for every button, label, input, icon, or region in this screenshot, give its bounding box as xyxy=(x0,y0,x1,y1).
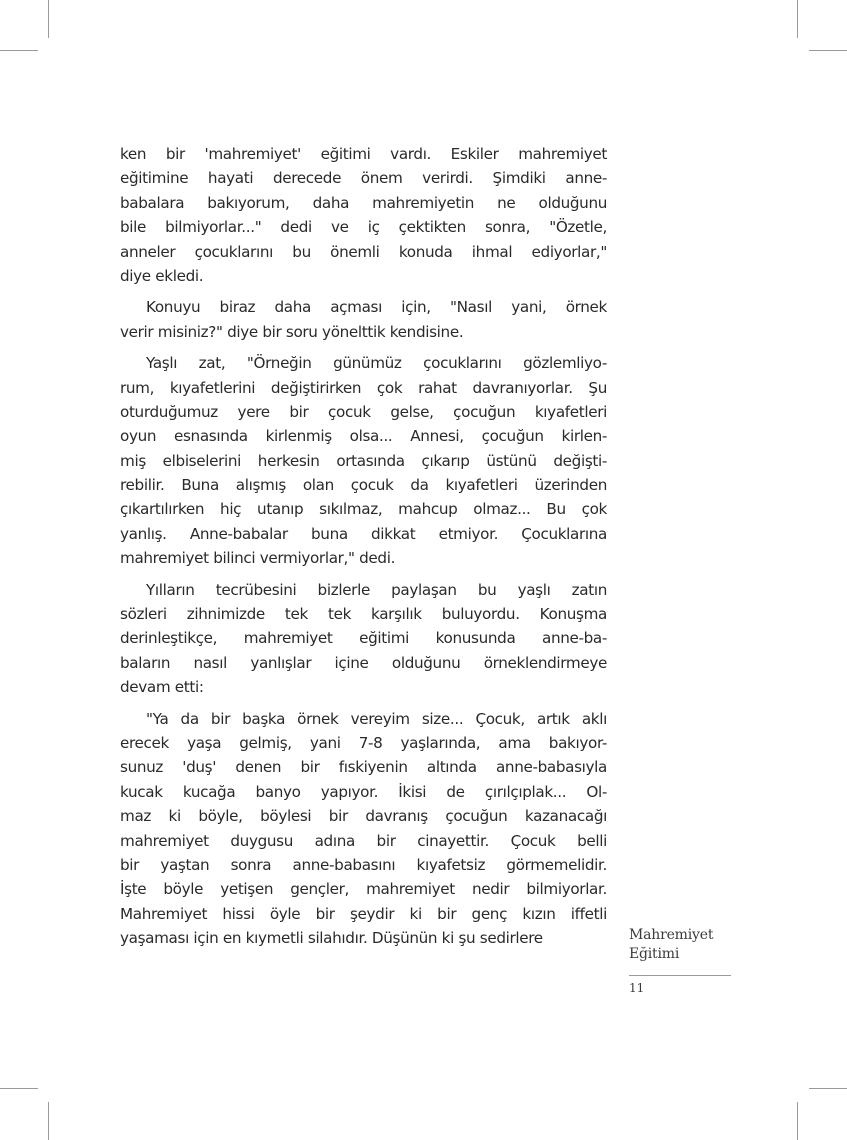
paragraph-gap xyxy=(120,700,607,707)
paragraph xyxy=(120,707,607,951)
text-line: yanlış. Anne-babalar buna dikkat etmiyor. Çocuklarına xyxy=(120,524,607,543)
page-number: 11 xyxy=(629,981,645,995)
crop-mark-bottom-left xyxy=(48,1102,49,1140)
text-line: kucak kucağa banyo yapıyor. İkisi de çırılçıplak... Ol- xyxy=(120,782,607,801)
text-line: ken bir 'mahremiyet' eğitimi vardı. Eskiler mahremiyet xyxy=(120,145,607,163)
text-line: rebilir. Buna alışmış olan çocuk da kıyafetleri üzerinden xyxy=(120,476,607,495)
paragraph xyxy=(120,142,607,288)
text-line: baların nasıl yanlışlar içine olduğunu örneklendirmeye xyxy=(120,653,607,672)
text-line: maz ki böyle, böylesi bir davranış çocuğun kazanacağı xyxy=(120,807,607,826)
paragraph-gap xyxy=(120,571,607,578)
text-line: rum, kıyafetlerini değiştirirken çok rahat davranıyorlar. Şu xyxy=(120,378,607,397)
text-line: çıkartılırken hiç utanıp sıkılmaz, mahcup olmaz... Bu çok xyxy=(120,500,607,519)
crop-mark-top-right xyxy=(797,0,798,38)
text-line: babalara bakıyorum, daha mahremiyetin ne olduğunu xyxy=(120,193,607,212)
text-line: diye ekledi. xyxy=(120,266,204,285)
text-line: "Ya da bir başka örnek vereyim size... Çocuk, artık aklı xyxy=(146,709,607,728)
text-line: yaşaması için en kıymetli silahıdır. Düşünün ki şu sedirlere xyxy=(120,929,543,948)
body-text xyxy=(120,142,607,951)
text-line: devam etti: xyxy=(120,678,204,697)
text-line: İşte böyle yetişen gençler, mahremiyet nedir bilmiyorlar. xyxy=(120,880,607,899)
crop-mark-top-right-h xyxy=(809,50,847,51)
paragraph-gap xyxy=(120,344,607,351)
crop-mark-bottom-left-h xyxy=(0,1088,38,1089)
text-line: bir yaştan sonra anne-babasını kıyafetsiz görmemelidir. xyxy=(120,855,607,874)
text-line: oyun esnasında kirlenmiş olsa... Annesi, çocuğun kirlen- xyxy=(120,427,607,446)
text-line: Konuyu biraz daha açması için, "Nasıl yani, örnek xyxy=(146,298,607,317)
text-line: mahremiyet duygusu adına bir cinayettir. Çocuk belli xyxy=(120,831,607,850)
text-line: eğitimine hayati derecede önem verirdi. Şimdiki anne- xyxy=(120,169,607,188)
text-line: derinleştikçe, mahremiyet eğitimi konusunda anne-ba- xyxy=(120,629,607,648)
text-line: oturduğumuz yere bir çocuk gelse, çocuğun kıyafetleri xyxy=(120,402,607,421)
chapter-title-line-1: Mahremiyet xyxy=(629,927,714,943)
crop-mark-bottom-right-h xyxy=(809,1088,847,1089)
text-line: Yılların tecrübesini bizlerle paylaşan bu yaşlı zatın xyxy=(146,580,607,599)
paragraph xyxy=(120,295,607,344)
text-line: Yaşlı zat, "Örneğin günümüz çocuklarını gözlemliyo- xyxy=(146,354,607,373)
text-line: miş elbiselerini herkesin ortasında çıkarıp üstünü değişti- xyxy=(120,451,607,470)
text-line: verir misiniz?" diye bir soru yönelttik kendisine. xyxy=(120,322,464,341)
text-line: sunuz 'duş' denen bir fıskiyenin altında anne-babasıyla xyxy=(120,758,607,777)
chapter-title xyxy=(629,926,749,964)
paragraph-gap xyxy=(120,288,607,295)
text-line: anneler çocuklarını bu önemli konuda ihmal ediyorlar," xyxy=(120,242,607,261)
crop-mark-top-left xyxy=(48,0,49,38)
text-line: mahremiyet bilinci vermiyorlar," dedi. xyxy=(120,549,396,568)
crop-mark-top-left-h xyxy=(0,50,38,51)
paragraph xyxy=(120,351,607,571)
text-line: sözleri zihnimizde tek tek karşılık buluyordu. Konuşma xyxy=(120,605,607,624)
chapter-title-line-2: Eğitimi xyxy=(629,946,680,962)
paragraph xyxy=(120,578,607,700)
text-line: Mahremiyet hissi öyle bir şeydir ki bir genç kızın iffetli xyxy=(120,904,607,923)
text-line: bile bilmiyorlar..." dedi ve iç çektikten sonra, "Özetle, xyxy=(120,218,607,237)
chapter-title-rule xyxy=(629,975,731,976)
text-line: erecek yaşa gelmiş, yani 7-8 yaşlarında, ama bakıyor- xyxy=(120,733,607,752)
crop-mark-bottom-right xyxy=(797,1102,798,1140)
